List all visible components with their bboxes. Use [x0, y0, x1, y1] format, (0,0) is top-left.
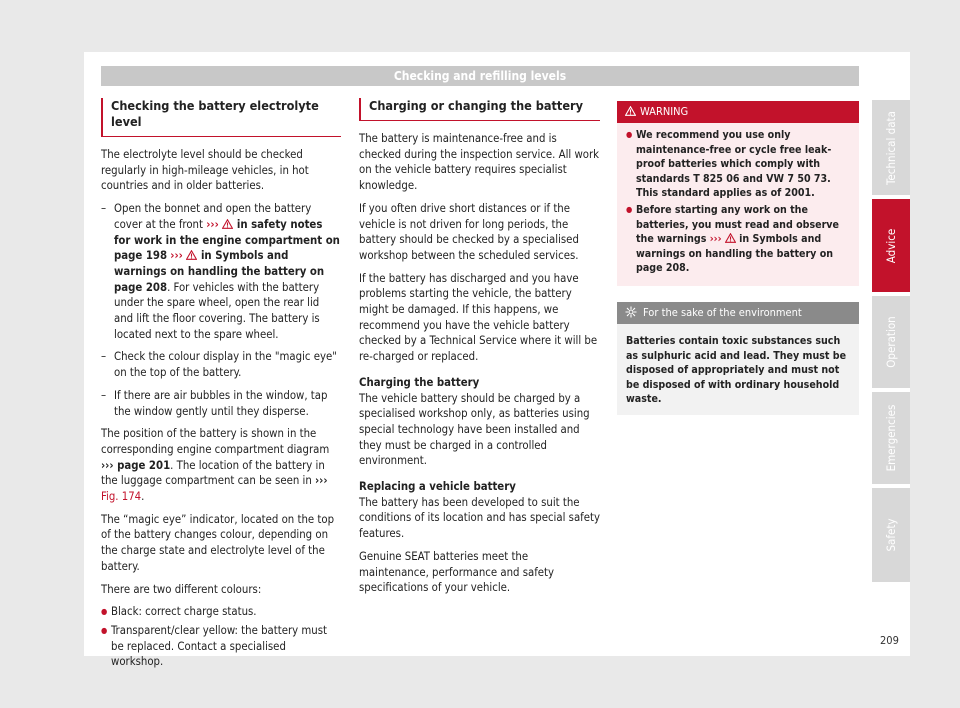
step-tap-window: – If there are air bubbles in the window, tap the window gently until they disperse. — [101, 388, 341, 419]
subheading-charging: Charging the battery — [359, 375, 480, 389]
colours-intro: There are two different colours: — [101, 582, 262, 596]
link-battery-symbols[interactable]: in Symbols and warnings on handling the battery on page 208 — [636, 233, 834, 275]
environment-box — [617, 302, 859, 415]
paragraph: The vehicle battery should be charged by a specialised workshop only, as batteries using special technology have been installed and they must be charged in a controlled environment. — [359, 391, 590, 468]
column-notices — [617, 101, 859, 415]
list-item: ● We recommend you use only maintenance-free or cycle free leak-proof batteries which comply with standards T 825 06 and VW 7 50 73. This standard applies as of 2001. — [626, 128, 850, 201]
environment-header — [617, 302, 859, 324]
tab-technical-data[interactable]: Technical data — [872, 100, 910, 195]
step-open-bonnet: – Open the bonnet and open the battery cover at the front ››› in safety notes for work in the engine compartment on page 198 ››› in Symbols and warnings on handling the battery on page 208. For vehicles with the battery under the spare wheel, open the rear lid and lift the floor covering. The battery is located next to the spare wheel. — [101, 201, 341, 342]
list-item: ● Before starting any work on the batteries, you must read and observe the warnings ››› in Symbols and warnings on handling the battery on page 208. — [626, 203, 850, 276]
tab-emergencies[interactable]: Emergencies — [872, 392, 910, 484]
ref-arrow[interactable]: ››› — [709, 233, 725, 246]
paragraph: The battery has been developed to suit the conditions of its location and has special safety features. — [359, 495, 600, 541]
link-engine-safety[interactable]: in safety notes for work in the engine compartment on page 198 — [114, 217, 340, 263]
warning-title: WARNING — [640, 105, 689, 118]
warning-body — [617, 123, 859, 286]
link-fig-174[interactable]: Fig. 174 — [101, 490, 142, 504]
list-item: ● Black: correct charge status. — [101, 604, 341, 620]
tab-advice[interactable]: Advice — [872, 199, 910, 292]
step-check-colour: – Check the colour display in the "magic eye" on the top of the battery. — [101, 349, 341, 380]
environment-icon — [625, 306, 637, 318]
subheading-replacing: Replacing a vehicle battery — [359, 480, 516, 494]
warning-triangle-icon — [625, 106, 636, 116]
link-page-201[interactable]: ››› page 201 — [101, 458, 171, 472]
intro-paragraph: The electrolyte level should be checked regularly in high-mileage vehicles, in hot countries and in older batteries. — [101, 148, 309, 193]
tab-safety[interactable]: Safety — [872, 488, 910, 582]
tab-operation[interactable]: Operation — [872, 296, 910, 388]
section-heading-electrolyte: Checking the battery electrolyte level — [101, 98, 341, 137]
column-electrolyte — [101, 98, 341, 673]
environment-title: For the sake of the environment — [643, 305, 802, 319]
paragraph: Genuine SEAT batteries meet the maintenance, performance and safety specifications of your vehicle. — [359, 549, 555, 595]
warning-triangle-icon — [725, 233, 736, 243]
warning-box — [617, 101, 859, 286]
chapter-header: Checking and refilling levels — [101, 66, 859, 86]
paragraph: If the battery has discharged and you have problems starting the vehicle, the battery might be damaged. If this happens, we recommend you have the vehicle battery checked by a Technical Service where it will be re-charged or replaced. — [359, 271, 598, 364]
column-charging — [359, 98, 600, 603]
list-item: ● Transparent/clear yellow: the battery must be replaced. Contact a specialised workshop. — [101, 623, 341, 670]
paragraph: If you often drive short distances or if the vehicle is not driven for long periods, the battery should be checked by a specialised workshop between the scheduled services. — [359, 201, 579, 262]
warning-triangle-icon — [186, 250, 197, 260]
ref-arrow[interactable]: ››› — [170, 249, 187, 263]
paragraph: The battery is maintenance-free and is checked during the inspection service. All work on the vehicle battery requires specialist knowledge. — [359, 132, 600, 193]
magic-eye-paragraph: The “magic eye” indicator, located on the top of the battery changes colour, depending on the charge state and electrolyte level of the battery. — [101, 512, 335, 573]
environment-text: Batteries contain toxic substances such as sulphuric acid and lead. They must be disposed of appropriately and must not be disposed of with ordinary household waste. — [626, 334, 847, 406]
link-battery-symbols[interactable]: in Symbols and warnings on handling the battery on page 208 — [114, 249, 325, 294]
warning-triangle-icon — [222, 219, 233, 229]
ref-arrow[interactable]: ››› — [206, 217, 223, 231]
section-heading-charging: Charging or changing the battery — [359, 98, 600, 121]
page-number: 209 — [880, 634, 899, 647]
warning-header — [617, 101, 859, 123]
ref-arrow: ››› — [315, 474, 328, 488]
position-paragraph: The position of the battery is shown in the corresponding engine compartment diagram ››› page 201. The location of the battery in the luggage compartment can be seen in ››› Fig. 174. — [101, 427, 330, 504]
